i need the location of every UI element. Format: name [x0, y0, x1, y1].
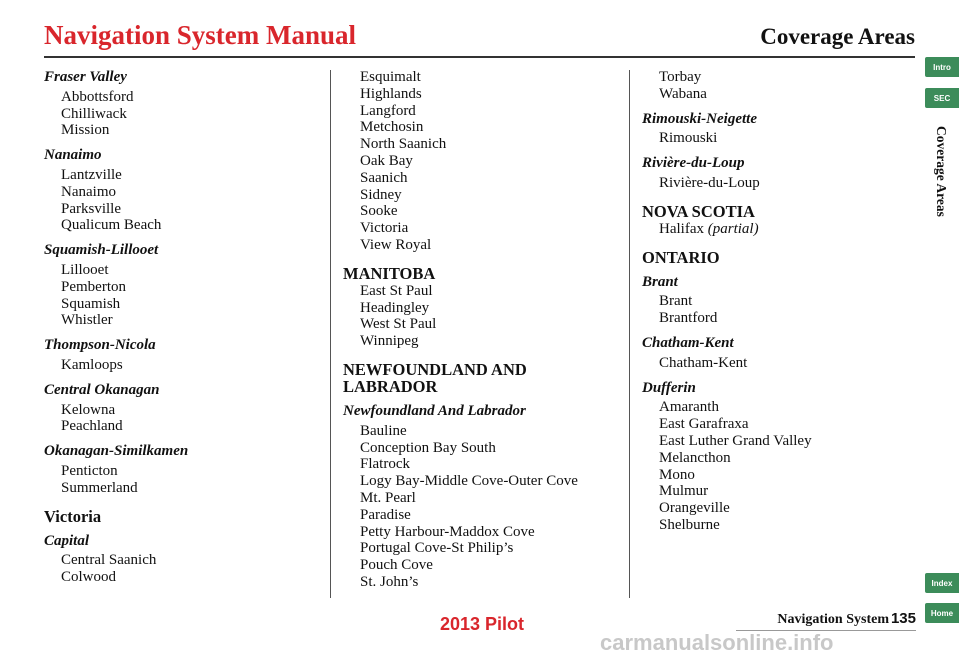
city-item: St. John’s	[360, 573, 419, 590]
column-divider	[330, 70, 331, 598]
city-item: Esquimalt	[360, 69, 421, 85]
city-item: Mission	[61, 122, 110, 139]
city-item: Shelburne	[659, 516, 720, 533]
city-item: Lantzville	[61, 166, 122, 183]
city-item: Summerland	[61, 479, 138, 496]
city-item: Mulmur	[659, 483, 709, 500]
region-heading: Rivière-du-Loup	[642, 155, 745, 172]
city-item: Squamish	[61, 295, 121, 312]
region-heading: Fraser Valley	[44, 69, 127, 85]
city-item: Oak Bay	[360, 152, 413, 169]
city-item: Langford	[360, 102, 416, 119]
city-item: Winnipeg	[360, 333, 419, 350]
region-heading: Squamish-Lillooet	[44, 242, 159, 259]
province-heading: ONTARIO	[642, 247, 720, 267]
city-item: East Garafraxa	[659, 416, 749, 433]
city-item: Pouch Cove	[360, 557, 433, 574]
city-item: Central Saanich	[61, 552, 157, 569]
city-item: Whistler	[61, 312, 113, 329]
city-item: North Saanich	[360, 136, 447, 153]
city-item: Headingley	[360, 299, 430, 316]
city-item: Rivière-du-Loup	[659, 174, 760, 191]
city-item: Chatham-Kent	[659, 354, 748, 371]
city-item: Melancthon	[659, 449, 731, 466]
region-heading: Central Okanagan	[44, 381, 160, 398]
city-item: Colwood	[61, 569, 117, 586]
city-item: Saanich	[360, 169, 408, 186]
region-heading: Dufferin	[642, 379, 696, 396]
city-item: Kamloops	[61, 356, 123, 373]
city-item: Qualicum Beach	[61, 217, 162, 234]
city-item: Flatrock	[360, 456, 410, 473]
city-item: Peachland	[61, 418, 123, 435]
city-item: Sidney	[360, 186, 402, 203]
city-item: Conception Bay South	[360, 439, 496, 456]
city-item: Abbottsford	[61, 88, 134, 105]
city-item: Sooke	[360, 203, 398, 220]
home-tab[interactable]: Home	[925, 603, 959, 623]
city-item: Pemberton	[61, 278, 126, 295]
sec-tab[interactable]: SEC	[925, 88, 959, 108]
section-side-label: Coverage Areas	[934, 125, 949, 217]
city-item: Paradise	[360, 506, 411, 523]
section-title: Coverage Areas	[760, 24, 915, 49]
coverage-column-3	[642, 69, 912, 534]
coverage-note: (partial)	[707, 220, 759, 237]
city-item: Wabana	[659, 85, 707, 102]
region-heading: Nanaimo	[44, 147, 102, 164]
column-divider	[629, 70, 630, 598]
city-item: View Royal	[360, 236, 432, 253]
city-item: Bauline	[360, 422, 407, 439]
province-heading: NEWFOUNDLAND AND LABRADOR	[343, 359, 527, 396]
vehicle-model-label: 2013 Pilot	[440, 614, 525, 634]
province-heading: MANITOBA	[343, 263, 436, 283]
manual-title: Navigation System Manual	[44, 20, 357, 50]
city-item: Highlands	[360, 85, 422, 102]
city-item: East Luther Grand Valley	[659, 432, 812, 449]
city-item: Mono	[659, 466, 695, 483]
city-item: Rimouski	[659, 130, 718, 147]
city-item: Parksville	[61, 200, 121, 217]
city-item: Petty Harbour-Maddox Cove	[360, 523, 535, 540]
city-item: West St Paul	[360, 316, 437, 333]
region-heading: Brant	[642, 273, 678, 290]
coverage-column-2	[343, 69, 623, 591]
city-item: Metchosin	[360, 119, 424, 136]
region-heading: Newfoundland And Labrador	[343, 402, 526, 419]
city-item: Nanaimo	[61, 183, 116, 200]
city-item: Portugal Cove-St Philip’s	[360, 540, 514, 557]
header-divider	[44, 56, 915, 58]
coverage-column-1	[44, 69, 324, 586]
site-watermark: carmanualsonline.info	[600, 630, 834, 655]
region-heading: Capital	[44, 532, 90, 549]
city-item: East St Paul	[360, 282, 433, 299]
footer-book-title: Navigation System	[777, 612, 889, 627]
region-heading: Thompson-Nicola	[44, 337, 156, 354]
region-heading: Rimouski-Neigette	[642, 110, 757, 127]
city-item: Brant	[659, 293, 693, 310]
city-item: Logy Bay-Middle Cove-Outer Cove	[360, 473, 578, 490]
page-number: 135	[890, 610, 916, 627]
region-heading: Chatham-Kent	[642, 334, 734, 351]
city-item: Amaranth	[659, 399, 719, 416]
city-item: Kelowna	[61, 401, 116, 418]
region-heading: Okanagan-Similkamen	[44, 443, 189, 460]
city-item: Mt. Pearl	[360, 489, 416, 506]
city-item: Brantford	[659, 310, 718, 327]
index-tab[interactable]: Index	[925, 573, 959, 593]
province-heading: NOVA SCOTIA	[642, 201, 755, 221]
city-item: Chilliwack	[61, 105, 127, 122]
city-item: Torbay	[659, 69, 702, 85]
city-item: Penticton	[61, 462, 118, 479]
city-item: Victoria	[360, 220, 409, 237]
city-item: Halifax (partial)	[659, 220, 759, 237]
intro-tab[interactable]: Intro	[925, 57, 959, 77]
province-heading: Victoria	[44, 506, 102, 526]
city-item: Orangeville	[659, 500, 730, 517]
city-item: Lillooet	[61, 261, 109, 278]
